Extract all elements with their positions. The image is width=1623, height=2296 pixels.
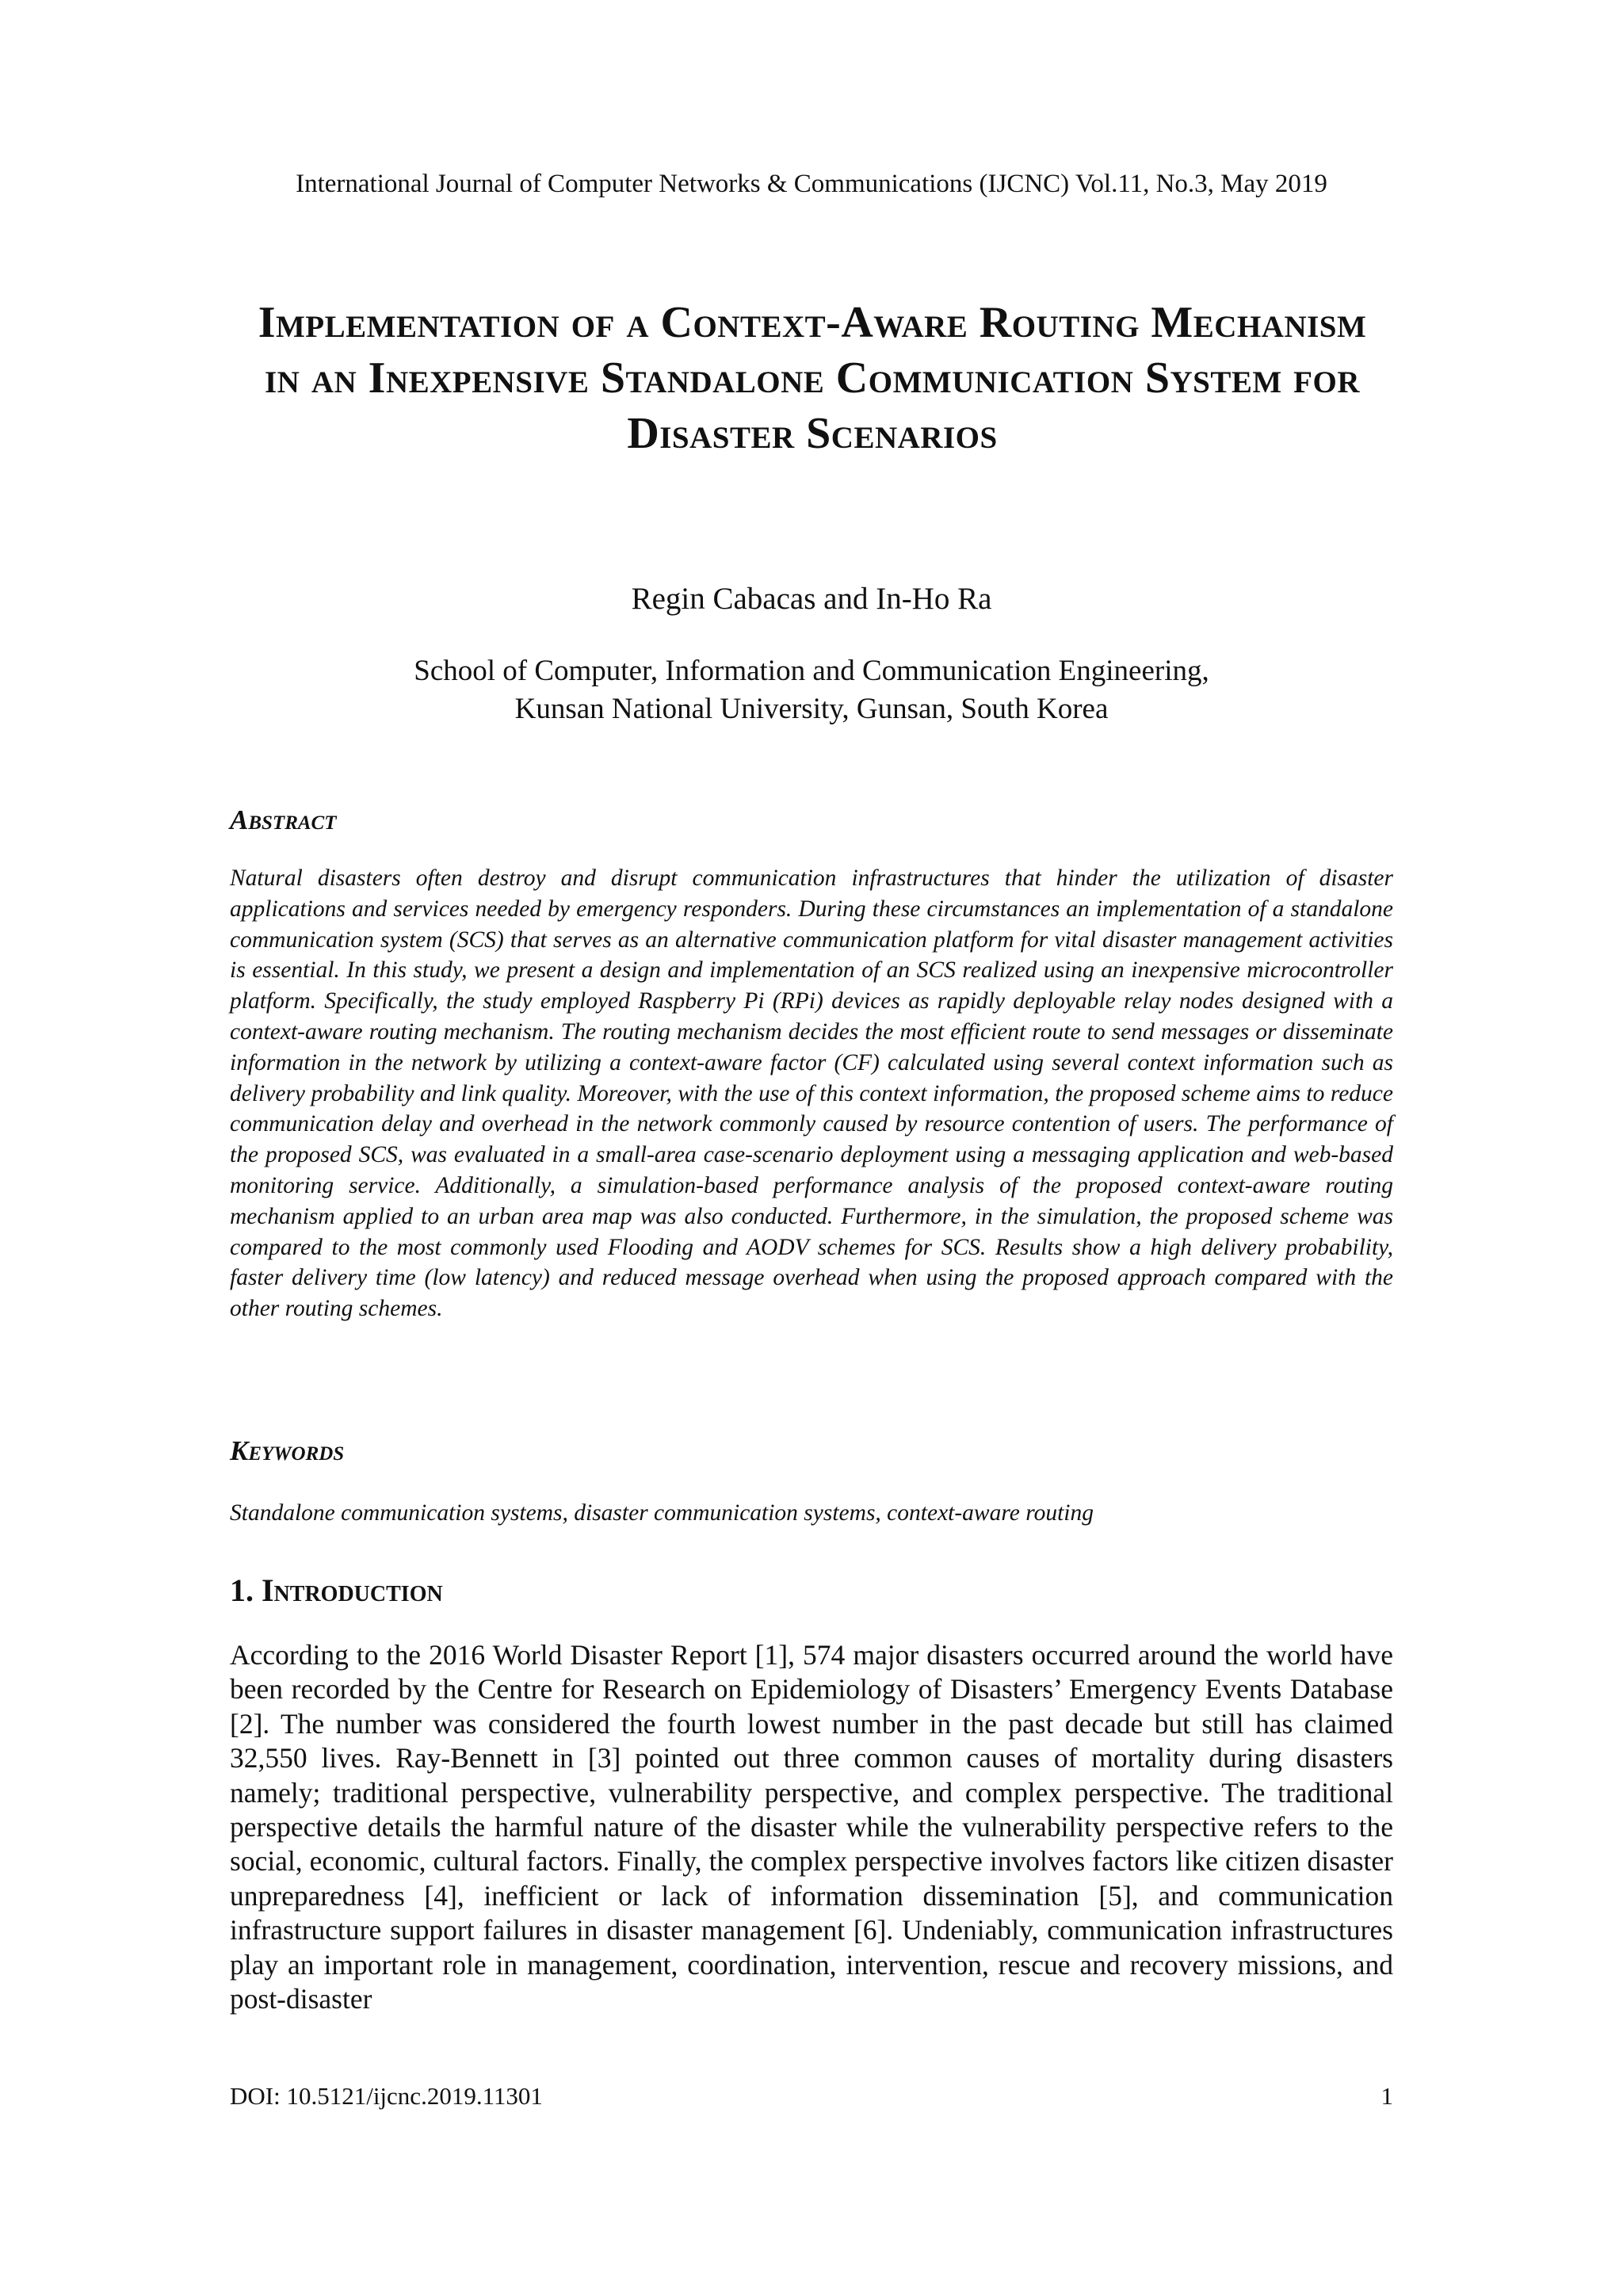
- keywords-heading: Keywords: [230, 1435, 345, 1466]
- running-header: International Journal of Computer Networks & Communications (IJCNC) Vol.11, No.3, May 2019: [296, 170, 1327, 198]
- introduction-heading: 1. Introduction: [230, 1572, 443, 1608]
- introduction-text: According to the 2016 World Disaster Report [1], 574 major disasters occurred around the world have been recorded by the Centre for Research on Epidemiology of Disasters’ Emergency Events Database [2]. The number was considered the fourth lowest number in the past decade but still has claimed 32,550 lives. Ray-Bennett in [3] pointed out three common causes of mortality during disasters namely; traditional perspective, vulnerability perspective, and complex perspective. The traditional perspective details the harmful nature of the disaster while the vulnerability perspective refers to the social, economic, cultural factors. Finally, the complex perspective involves factors like citizen disaster unpreparedness [4], inefficient or lack of information dissemination [5], and communication infrastructure support failures in disaster management [6]. Undeniably, communication infrastructures play an important role in management, coordination, intervention, rescue and recovery missions, and post-disaster: [230, 1639, 1393, 2015]
- doi-label: DOI: 10.5121/ijcnc.2019.11301: [230, 2082, 543, 2110]
- author-list: Regin Cabacas and In-Ho Ra: [631, 582, 992, 616]
- abstract-text: Natural disasters often destroy and disrupt communication infrastructures that hinder the utilization of disaster applications and services needed by emergency responders. During these circumstances an implementation of a standalone communication system (SCS) that serves as an alternative communication platform for vital disaster management activities is essential. In this study, we present a design and implementation of an SCS realized using an inexpensive microcontroller platform. Specifically, the study employed Raspberry Pi (RPi) devices as rapidly deployable relay nodes designed with a context-aware routing mechanism. The routing mechanism decides the most efficient route to send messages or disseminate information in the network by utilizing a context-aware factor (CF) calculated using several context information such as delivery probability and link quality. Moreover, with the use of this context information, the proposed scheme aims to reduce communication delay and overhead in the network commonly caused by resource contention of users. The performance of the proposed SCS, was evaluated in a small-area case-scenario deployment using a messaging application and web-based monitoring service. Additionally, a simulation-based performance analysis of the proposed context-aware routing mechanism applied to an urban area map was also conducted. Furthermore, in the simulation, the proposed scheme was compared to the most commonly used Flooding and AODV schemes for SCS. Results show a high delivery probability, faster delivery time (low latency) and reduced message overhead when using the proposed approach compared with the other routing schemes.: [230, 865, 1393, 1322]
- affiliation: [0, 652, 1623, 728]
- affiliation-line-2: Kunsan National University, Gunsan, South Korea: [514, 693, 1109, 725]
- abstract-heading: Abstract: [230, 804, 337, 835]
- page-footer: [230, 2081, 1393, 2111]
- keywords-text: Standalone communication systems, disaster communication systems, context-aware routing: [230, 1500, 1094, 1526]
- affiliation-line-1: School of Computer, Information and Communication Engineering,: [414, 655, 1209, 687]
- page-number: 1: [1381, 2082, 1393, 2110]
- paper-title: Implementation of a Context-Aware Routing Mechanism in an Inexpensive Standalone Communication System for Disaster Scenarios: [258, 298, 1367, 458]
